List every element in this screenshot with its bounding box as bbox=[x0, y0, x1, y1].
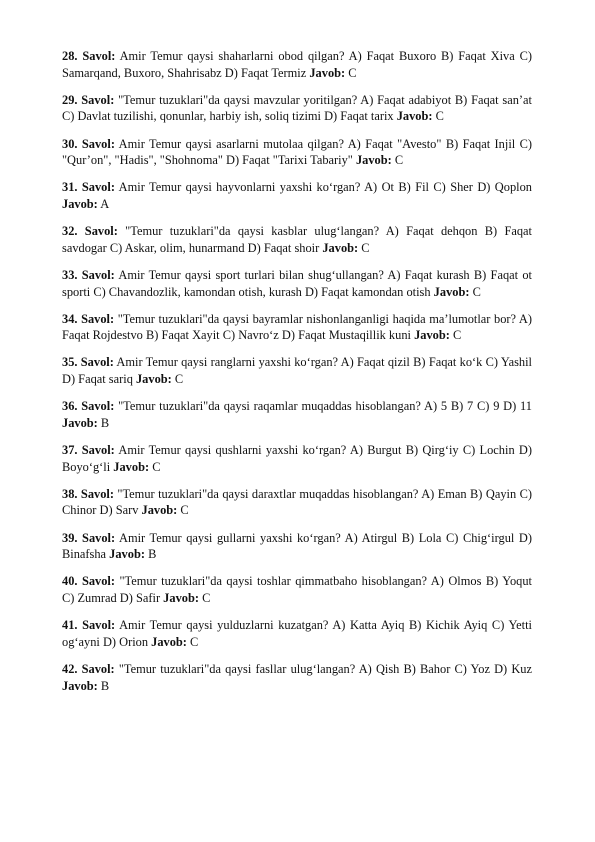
question-text: "Temur tuzuklari"da qaysi mavzular yoritilgan? A) Faqat adabiyot B) Faqat san’at C) Davlat tuzilishi, qonunlar, harbiy ish, soliq tizimi D) Faqat tarix bbox=[62, 92, 532, 124]
question-number: 30. Savol: bbox=[62, 136, 115, 151]
question-text: "Temur tuzuklari"da qaysi fasllar ulug‘langan? A) Qish B) Bahor C) Yoz D) Kuz bbox=[114, 661, 532, 676]
question-number: 32. Savol: bbox=[62, 224, 118, 239]
question-number: 35. Savol: bbox=[62, 355, 114, 370]
question-42 bbox=[62, 661, 532, 694]
answer-value: A bbox=[97, 196, 110, 211]
question-text: "Temur tuzuklari"da qaysi bayramlar nishonlanganligi haqida ma’lumotlar bor? A) Faqat Rojdestvo B) Faqat Xayit C) Navro‘z D) Faqat Mustaqillik kuni bbox=[62, 311, 532, 343]
question-32 bbox=[62, 223, 532, 256]
answer-value: C bbox=[358, 240, 370, 255]
question-number: 40. Savol: bbox=[62, 574, 116, 589]
question-text: Amir Temur qaysi hayvonlarni yaxshi ko‘rgan? A) Ot B) Fil C) Sher D) Qoplon bbox=[114, 180, 532, 195]
answer-value: B bbox=[97, 678, 110, 693]
answer-label: Javob: bbox=[62, 678, 98, 693]
question-34 bbox=[62, 311, 532, 344]
question-number: 36. Savol: bbox=[62, 399, 115, 414]
question-31 bbox=[62, 179, 532, 212]
question-30 bbox=[62, 136, 532, 169]
answer-label: Javob: bbox=[62, 415, 98, 430]
answer-label: Javob: bbox=[414, 328, 450, 343]
answer-value: C bbox=[432, 109, 444, 124]
answer-value: C bbox=[177, 503, 189, 518]
question-number: 34. Savol: bbox=[62, 311, 115, 326]
question-36 bbox=[62, 398, 532, 431]
answer-label: Javob: bbox=[135, 372, 172, 387]
question-39 bbox=[62, 530, 532, 563]
answer-value: B bbox=[97, 415, 110, 430]
question-number: 37. Savol: bbox=[62, 443, 115, 458]
document-page bbox=[62, 48, 532, 705]
question-number: 31. Savol: bbox=[62, 180, 115, 195]
answer-label: Javob: bbox=[309, 65, 346, 80]
answer-label: Javob: bbox=[433, 284, 470, 299]
question-number: 38. Savol: bbox=[62, 486, 114, 501]
question-text: Amir Temur qaysi ranglarni yaxshi ko‘rgan? A) Faqat qizil B) Faqat ko‘k C) Yashil D) Faqat sariq bbox=[62, 355, 532, 387]
question-text: Amir Temur qaysi gullarni yaxshi ko‘rgan? A) Atirgul B) Lola C) Chig‘irgul D) Binafsha bbox=[62, 530, 532, 562]
question-33 bbox=[62, 267, 532, 300]
answer-value: C bbox=[198, 590, 211, 605]
question-41 bbox=[62, 617, 532, 650]
question-number: 33. Savol: bbox=[62, 267, 115, 282]
question-28 bbox=[62, 48, 532, 81]
question-number: 28. Savol: bbox=[62, 49, 116, 63]
question-number: 39. Savol: bbox=[62, 530, 116, 545]
answer-label: Javob: bbox=[355, 153, 392, 168]
answer-value: C bbox=[469, 284, 481, 299]
question-text: Amir Temur qaysi shaharlarni obod qilgan? A) Faqat Buxoro B) Faqat Xiva C) Samarqand, Buxoro, Shahrisabz D) Faqat Termiz bbox=[62, 49, 532, 80]
answer-label: Javob: bbox=[322, 240, 359, 255]
question-text: "Temur tuzuklari"da qaysi raqamlar muqaddas hisoblangan? A) 5 B) 7 C) 9 D) 11 bbox=[114, 399, 532, 414]
question-text: "Temur tuzuklari"da qaysi toshlar qimmatbaho hisoblangan? A) Olmos B) Yoqut C) Zumrad D) Safir bbox=[62, 574, 532, 605]
question-text: Amir Temur qaysi yulduzlarni kuzatgan? A) Katta Ayiq B) Kichik Ayiq C) Yetti og‘ayni D) Orion bbox=[62, 618, 533, 649]
answer-label: Javob: bbox=[113, 459, 150, 474]
answer-label: Javob: bbox=[151, 634, 187, 649]
question-40 bbox=[62, 573, 532, 606]
answer-value: B bbox=[144, 547, 157, 562]
answer-label: Javob: bbox=[141, 503, 178, 518]
answer-label: Javob: bbox=[396, 109, 433, 124]
question-37 bbox=[62, 442, 532, 475]
question-number: 29. Savol: bbox=[62, 92, 115, 107]
question-29 bbox=[62, 92, 532, 125]
question-number: 42. Savol: bbox=[62, 661, 115, 676]
question-35 bbox=[62, 354, 532, 387]
question-text: Amir Temur qaysi asarlarni mutolaa qilgan? A) Faqat "Avesto" B) Faqat Injil C) "Qur’on", "Hadis", "Shohnoma" D) Faqat "Tarixi Tabariy" bbox=[62, 136, 533, 168]
question-number: 41. Savol: bbox=[62, 618, 116, 633]
question-text: Amir Temur qaysi qushlarni yaxshi ko‘rgan? A) Burgut B) Qirg‘iy C) Lochin D) Boyo‘g‘li bbox=[62, 443, 532, 474]
question-38 bbox=[62, 486, 532, 519]
answer-value: C bbox=[171, 372, 184, 387]
answer-value: C bbox=[449, 328, 462, 343]
question-text: "Temur tuzuklari"da qaysi daraxtlar muqaddas hisoblangan? A) Eman B) Qayin C) Chinor D) Sarv bbox=[62, 486, 532, 518]
answer-label: Javob: bbox=[62, 196, 98, 211]
question-text: "Temur tuzuklari"da qaysi kasblar ulug‘langan? A) Faqat dehqon B) Faqat savdogar C) Askar, olim, hunarmand D) Faqat shoir bbox=[62, 224, 532, 255]
answer-value: C bbox=[186, 634, 199, 649]
answer-label: Javob: bbox=[109, 547, 145, 562]
answer-value: C bbox=[345, 65, 357, 80]
question-text: Amir Temur qaysi sport turlari bilan shug‘ullangan? A) Faqat kurash B) Faqat ot sporti C) Chavandozlik, kamondan otish, kurash D) Faqat kamondan otish bbox=[62, 267, 532, 299]
answer-value: C bbox=[391, 153, 404, 168]
answer-value: C bbox=[149, 459, 161, 474]
answer-label: Javob: bbox=[163, 590, 199, 605]
